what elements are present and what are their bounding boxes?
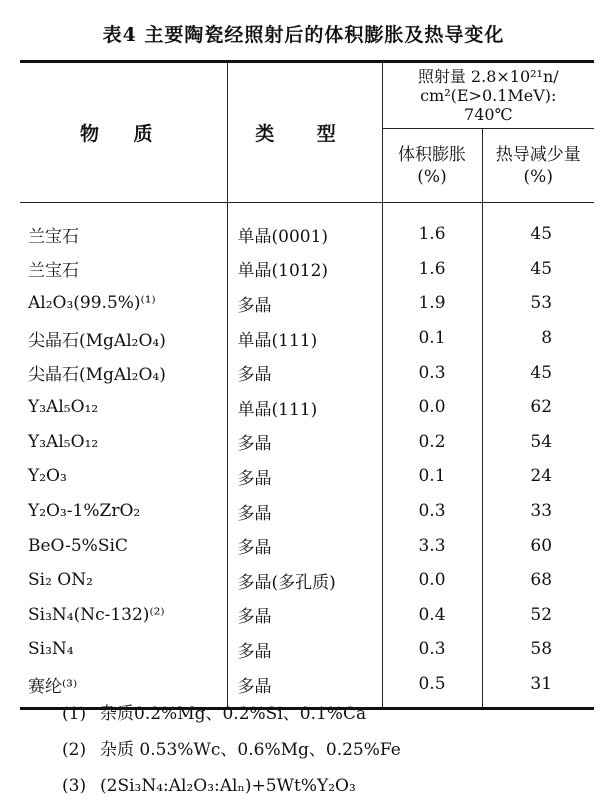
footnote-text: (2Si₃N₄:Al₂O₃:Alₙ)+5Wt%Y₂O₃ xyxy=(100,776,356,796)
table-row xyxy=(20,425,594,460)
table-row xyxy=(20,459,594,494)
cell-substance: 尖晶石(MgAl₂O₄) xyxy=(20,321,227,356)
cell-thermal-reduction: 58 xyxy=(530,639,553,660)
footnote-marker: (1) xyxy=(62,704,87,724)
cell-type: 多晶 xyxy=(227,632,382,667)
table-row xyxy=(20,203,594,252)
cell-type: 多晶 xyxy=(227,459,382,494)
footnote-marker: (3) xyxy=(62,776,87,796)
cell-volume-expansion: 0.3 xyxy=(382,494,482,529)
cell-type: 多晶 xyxy=(227,355,382,390)
cell-volume-expansion: 1.9 xyxy=(382,286,482,321)
table-row xyxy=(20,528,594,563)
condition-line-1: 照射量 2.8×10²¹n/ xyxy=(417,67,559,86)
thermal-unit: (%) xyxy=(523,166,553,187)
cell-volume-expansion: 0.5 xyxy=(382,667,482,709)
table-row xyxy=(20,632,594,667)
cell-substance: Si₃N₄(Nc-132)⁽²⁾ xyxy=(20,598,227,633)
cell-volume-expansion: 0.3 xyxy=(382,632,482,667)
header-irradiation-condition xyxy=(382,62,594,129)
cell-substance: Si₃N₄ xyxy=(20,632,227,667)
volume-unit: (%) xyxy=(417,166,447,187)
cell-thermal-reduction: 33 xyxy=(530,501,553,522)
cell-thermal-reduction: 60 xyxy=(530,535,553,556)
cell-substance: 兰宝石 xyxy=(20,203,227,252)
cell-substance: 尖晶石(MgAl₂O₄) xyxy=(20,355,227,390)
header-volume-expansion xyxy=(382,129,482,203)
cell-thermal-reduction: 68 xyxy=(530,570,553,591)
cell-substance: Y₂O₃ xyxy=(20,459,227,494)
cell-type: 多晶 xyxy=(227,528,382,563)
table-row xyxy=(20,286,594,321)
cell-type: 单晶(111) xyxy=(227,321,382,356)
cell-substance: Y₃Al₅O₁₂ xyxy=(20,425,227,460)
footnote-marker: (2) xyxy=(62,740,87,760)
cell-volume-expansion: 0.0 xyxy=(382,390,482,425)
header-type: 类 型 xyxy=(227,62,382,203)
cell-thermal-reduction: 8 xyxy=(541,328,553,349)
cell-type: 多晶 xyxy=(227,667,382,709)
header-substance: 物 质 xyxy=(20,62,227,203)
irradiation-table xyxy=(20,60,594,710)
cell-thermal-reduction: 24 xyxy=(530,466,553,487)
cell-thermal-reduction: 45 xyxy=(530,258,553,279)
condition-line-2: cm²(E>0.1MeV): xyxy=(420,86,557,105)
cell-volume-expansion: 0.4 xyxy=(382,598,482,633)
cell-volume-expansion: 0.0 xyxy=(382,563,482,598)
cell-thermal-reduction: 54 xyxy=(530,431,553,452)
cell-substance: BeO-5%SiC xyxy=(20,528,227,563)
cell-thermal-reduction: 31 xyxy=(482,667,594,709)
table-body xyxy=(20,203,594,709)
volume-label: 体积膨胀 xyxy=(398,144,466,165)
cell-volume-expansion: 3.3 xyxy=(382,528,482,563)
condition-line-3: 740℃ xyxy=(464,105,513,124)
footnote xyxy=(62,732,401,768)
table-row xyxy=(20,355,594,390)
cell-volume-expansion: 0.2 xyxy=(382,425,482,460)
cell-type: 单晶(111) xyxy=(227,390,382,425)
footnote xyxy=(62,696,401,732)
cell-type: 多晶(多孔质) xyxy=(227,563,382,598)
table-row xyxy=(20,494,594,529)
footnote xyxy=(62,768,401,804)
cell-thermal-reduction: 62 xyxy=(530,397,553,418)
footnote-text: 杂质0.2%Mg、0.2%Si、0.1%Ca xyxy=(100,704,367,724)
cell-thermal-reduction: 45 xyxy=(530,362,553,383)
cell-volume-expansion: 0.1 xyxy=(382,321,482,356)
table-title: 表4 主要陶瓷经照射后的体积膨胀及热导变化 xyxy=(102,24,505,46)
cell-thermal-reduction: 45 xyxy=(530,224,553,245)
cell-type: 单晶(0001) xyxy=(227,203,382,252)
cell-substance: Al₂O₃(99.5%)⁽¹⁾ xyxy=(20,286,227,321)
cell-substance: 赛纶⁽³⁾ xyxy=(20,667,227,709)
cell-substance: 兰宝石 xyxy=(20,252,227,287)
cell-volume-expansion: 0.3 xyxy=(382,355,482,390)
table-row xyxy=(20,390,594,425)
header-thermal-reduction xyxy=(482,129,594,203)
cell-thermal-reduction: 52 xyxy=(530,604,553,625)
cell-type: 多晶 xyxy=(227,494,382,529)
thermal-label: 热导减少量 xyxy=(495,144,581,165)
cell-substance: Si₂ ON₂ xyxy=(20,563,227,598)
cell-type: 多晶 xyxy=(227,425,382,460)
table-row xyxy=(20,598,594,633)
cell-volume-expansion: 1.6 xyxy=(382,203,482,252)
cell-type: 多晶 xyxy=(227,286,382,321)
footnote-text: 杂质 0.53%Wc、0.6%Mg、0.25%Fe xyxy=(100,740,401,760)
header-row xyxy=(20,62,594,129)
footnotes xyxy=(62,696,401,804)
cell-substance: Y₃Al₅O₁₂ xyxy=(20,390,227,425)
cell-type: 单晶(1012) xyxy=(227,252,382,287)
table-row xyxy=(20,252,594,287)
cell-substance: Y₂O₃-1%ZrO₂ xyxy=(20,494,227,529)
cell-volume-expansion: 1.6 xyxy=(382,252,482,287)
cell-volume-expansion: 0.1 xyxy=(382,459,482,494)
cell-type: 多晶 xyxy=(227,598,382,633)
table-row xyxy=(20,321,594,356)
cell-thermal-reduction: 53 xyxy=(530,293,553,314)
table-row xyxy=(20,563,594,598)
